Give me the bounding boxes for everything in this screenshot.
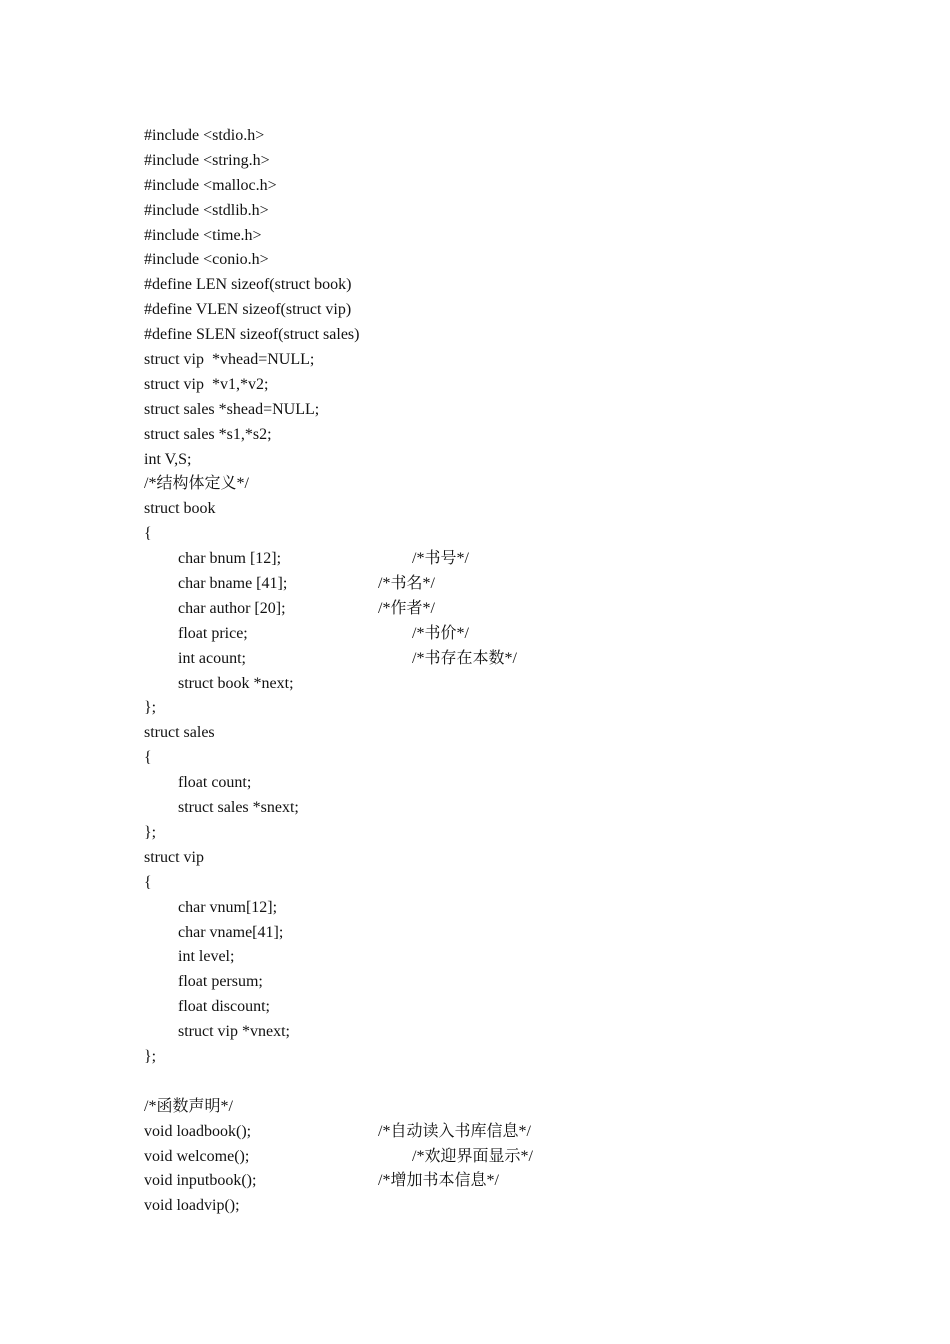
code-comment: /*增加书本信息*/ [378, 1172, 499, 1190]
code-line [144, 497, 844, 522]
code-comment: /*书价*/ [412, 624, 469, 642]
code-line [144, 547, 844, 572]
code-document [144, 124, 844, 1219]
code-text: }; [144, 823, 157, 841]
code-line [144, 1194, 844, 1219]
code-text: struct sales *s1,*s2; [144, 425, 272, 443]
code-line [144, 1120, 844, 1145]
code-line [144, 273, 844, 298]
code-line [144, 945, 844, 970]
code-line [144, 149, 844, 174]
code-text: #include <time.h> [144, 226, 262, 244]
code-text: char bname [41]; [178, 575, 288, 593]
code-text: #define VLEN sizeof(struct vip) [144, 301, 352, 319]
code-line [144, 1020, 844, 1045]
code-line [144, 1145, 844, 1170]
code-line [144, 796, 844, 821]
code-line [144, 696, 844, 721]
code-text: void loadbook(); [144, 1122, 252, 1140]
code-line [144, 448, 844, 473]
code-line [144, 896, 844, 921]
code-line [144, 1045, 844, 1070]
code-text: #include <stdlib.h> [144, 201, 269, 219]
code-text: void welcome(); [144, 1147, 250, 1165]
code-text: }; [144, 699, 157, 717]
code-text: char author [20]; [178, 599, 286, 617]
code-line [144, 199, 844, 224]
code-text: char vname[41]; [178, 923, 284, 941]
code-line [144, 124, 844, 149]
code-text: struct vip [144, 848, 204, 866]
code-line [144, 597, 844, 622]
code-line [144, 174, 844, 199]
code-text: { [144, 873, 152, 891]
code-text: char vnum[12]; [178, 898, 278, 916]
code-line [144, 1095, 844, 1120]
code-line [144, 771, 844, 796]
code-text: struct sales *shead=NULL; [144, 400, 320, 418]
code-line [144, 1169, 844, 1194]
code-comment: /*欢迎界面显示*/ [412, 1147, 533, 1165]
code-comment: /*书名*/ [378, 575, 435, 593]
code-text: { [144, 749, 152, 767]
code-text: int acount; [178, 649, 246, 667]
code-line [144, 821, 844, 846]
code-comment: /*书存在本数*/ [412, 649, 517, 667]
code-line [144, 846, 844, 871]
code-line [144, 348, 844, 373]
code-text: #include <malloc.h> [144, 176, 277, 194]
code-line [144, 248, 844, 273]
code-text: /*函数声明*/ [144, 1097, 233, 1115]
code-line [144, 746, 844, 771]
code-line [144, 472, 844, 497]
code-comment: /*自动读入书库信息*/ [378, 1122, 531, 1140]
code-line [144, 672, 844, 697]
code-text: { [144, 525, 152, 543]
code-line [144, 995, 844, 1020]
code-line [144, 1070, 844, 1095]
code-text: float count; [178, 774, 252, 792]
code-text: struct vip *v1,*v2; [144, 375, 269, 393]
code-text: struct book [144, 500, 216, 518]
code-line [144, 323, 844, 348]
code-text: #include <conio.h> [144, 251, 269, 269]
code-line [144, 298, 844, 323]
code-text: struct sales [144, 724, 215, 742]
code-line [144, 398, 844, 423]
code-line [144, 871, 844, 896]
code-text: int level; [178, 948, 235, 966]
code-text: /*结构体定义*/ [144, 475, 249, 493]
code-text: #include <stdio.h> [144, 127, 265, 144]
code-comment: /*作者*/ [378, 599, 435, 617]
code-line [144, 647, 844, 672]
code-text: #define LEN sizeof(struct book) [144, 276, 352, 294]
code-text: char bnum [12]; [178, 550, 282, 568]
code-comment: /*书号*/ [412, 550, 469, 568]
code-line [144, 921, 844, 946]
code-text: struct vip *vhead=NULL; [144, 351, 315, 369]
code-text: float price; [178, 624, 248, 642]
code-text: int V,S; [144, 450, 192, 468]
code-text: }; [144, 1047, 157, 1065]
code-line [144, 970, 844, 995]
code-text: #define SLEN sizeof(struct sales) [144, 326, 360, 344]
code-text: void loadvip(); [144, 1197, 240, 1215]
code-text: float discount; [178, 998, 270, 1016]
code-text: #include <string.h> [144, 151, 270, 169]
code-line [144, 423, 844, 448]
code-text: struct sales *snext; [178, 799, 299, 817]
code-line [144, 522, 844, 547]
code-text: struct book *next; [178, 674, 294, 692]
code-text: void inputbook(); [144, 1172, 257, 1190]
code-text: struct vip *vnext; [178, 1023, 290, 1041]
code-line [144, 373, 844, 398]
code-line [144, 721, 844, 746]
code-line [144, 572, 844, 597]
code-text: float persum; [178, 973, 263, 991]
code-line [144, 224, 844, 249]
code-line [144, 622, 844, 647]
